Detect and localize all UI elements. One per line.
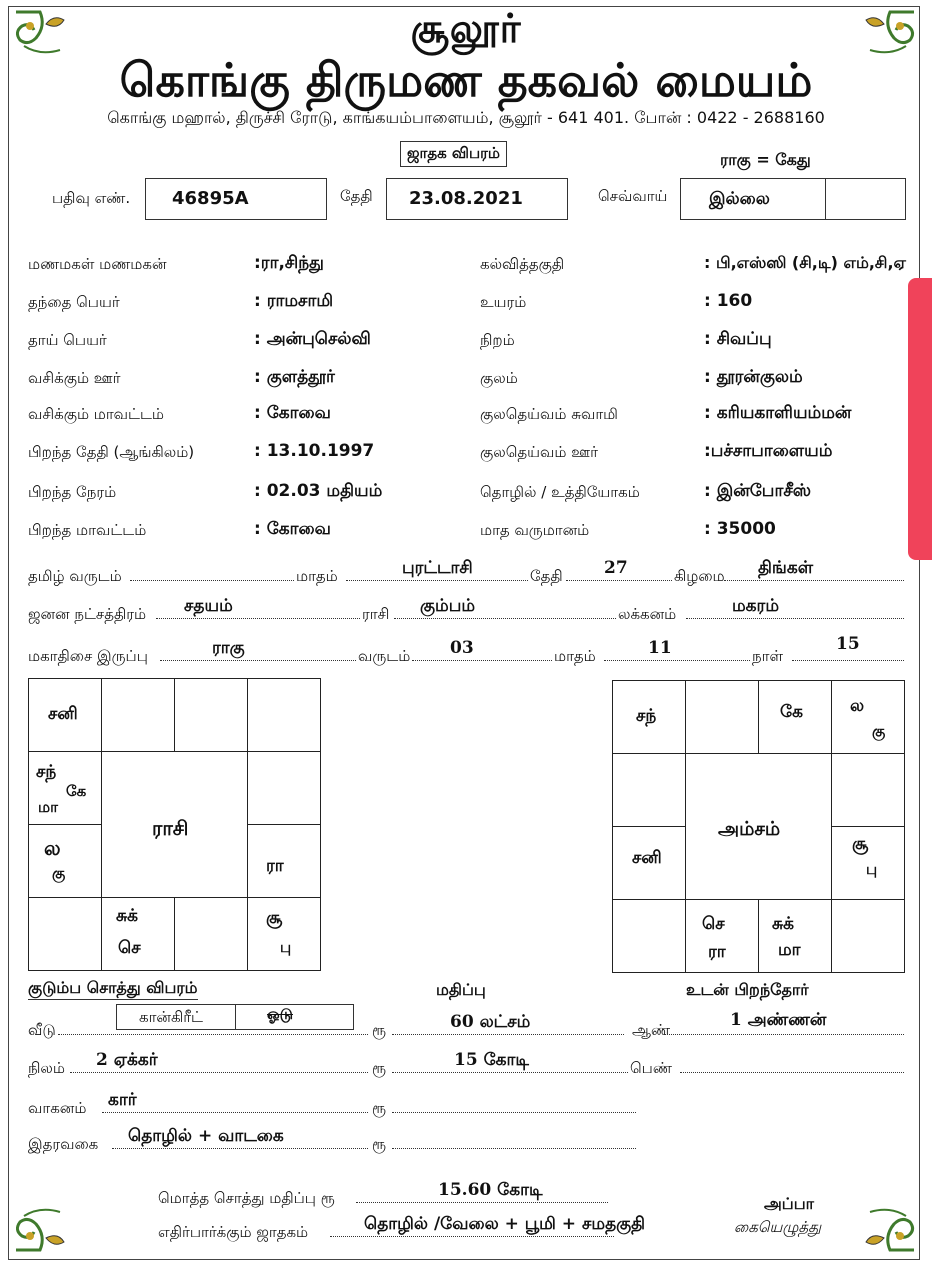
days-label: நாள் xyxy=(752,647,783,665)
house-type-value: ஓடு xyxy=(267,1005,293,1023)
detail-value: : 13.10.1997 xyxy=(254,441,375,461)
lagna-value: மகரம் xyxy=(732,596,780,616)
house-value: 60 லட்சம் xyxy=(450,1012,531,1032)
side-scroll-tab[interactable] xyxy=(908,278,932,560)
detail-value: : 35000 xyxy=(704,519,776,539)
detail-label: வசிக்கும் ஊர் xyxy=(28,369,121,387)
corner-ornament-icon xyxy=(10,1192,80,1256)
year-value: 03 xyxy=(450,638,474,658)
detail-label: குலதெய்வம் ஊர் xyxy=(480,443,598,461)
date-label: தேதி xyxy=(340,187,373,205)
rasi-cell: கு xyxy=(52,864,66,882)
header-address: கொங்கு மஹால், திருச்சி ரோடு, காங்கயம்பாளையம், சூலூர் - 641 401. போன் : 0422 - 2688160 xyxy=(107,108,825,127)
detail-label: கல்வித்தகுதி xyxy=(480,255,565,273)
amsam-cell: கு xyxy=(872,722,886,740)
date-value: 23.08.2021 xyxy=(409,188,523,209)
detail-label: நிறம் xyxy=(480,331,515,349)
rasi-cell: மா xyxy=(38,798,58,816)
vehicle-label: வாகனம் xyxy=(28,1099,87,1117)
amsam-cell: செ xyxy=(702,914,725,934)
amsam-cell: சந் xyxy=(636,706,657,726)
sevvai-box xyxy=(680,178,906,220)
detail-value: : தூரன்குலம் xyxy=(704,367,803,387)
house-label: வீடு xyxy=(28,1021,56,1039)
detail-value: : ராமசாமி xyxy=(254,291,334,311)
day-value: திங்கள் xyxy=(758,558,814,578)
star-label: ஜனன நட்சத்திரம் xyxy=(28,605,147,623)
detail-label: பிறந்த நேரம் xyxy=(28,483,117,501)
raghu-kethu-note: ராகு = கேது xyxy=(720,150,811,169)
amsam-cell: சுக் xyxy=(772,914,794,934)
rasi-cell: ரா xyxy=(266,856,284,876)
month-label: மாதம் xyxy=(296,567,338,585)
total-value: 15.60 கோடி xyxy=(438,1180,543,1200)
rasi-cell: சனி xyxy=(48,704,78,724)
detail-value: :பச்சாபாளையம் xyxy=(704,441,833,461)
header-town: சூலூர் xyxy=(410,6,522,52)
detail-value: : கோவை xyxy=(254,403,331,423)
header-title: கொங்கு திருமண தகவல் மையம் xyxy=(119,53,813,107)
signature-label: கையெழுத்து xyxy=(734,1218,822,1236)
other-label: இதரவகை xyxy=(28,1135,99,1153)
detail-value: : 160 xyxy=(704,291,753,311)
vehicle-value: கார் xyxy=(108,1090,137,1110)
month-value: புரட்டாசி xyxy=(402,558,473,578)
detail-value: : இன்போசீஸ் xyxy=(704,481,812,501)
rasi-cell: கே xyxy=(66,782,87,800)
tamil-year-label: தமிழ் வருடம் xyxy=(28,567,122,585)
rasi-cell: பு xyxy=(280,938,292,956)
rasi-cell: செ xyxy=(118,938,141,958)
day-label: கிழமை xyxy=(674,567,725,585)
year-label: வருடம் xyxy=(358,647,411,665)
rasi-cell: சூ xyxy=(266,908,283,928)
house-type-label: கான்கிரீட் xyxy=(139,1008,203,1026)
detail-value: :ரா,சிந்து xyxy=(254,253,324,273)
amsam-cell: சூ xyxy=(852,834,869,854)
detail-value: : பி,எஸ்ஸி (சி,டி) எம்,சி,ஏ xyxy=(704,253,906,272)
rasi-cell: சந் xyxy=(36,762,57,782)
detail-value: : கோவை xyxy=(254,519,331,539)
father-label: அப்பா xyxy=(764,1194,814,1213)
sevvai-label: செவ்வாய் xyxy=(598,187,668,205)
section-title: ஜாதக விபரம் xyxy=(400,141,507,167)
female-label: பெண் xyxy=(630,1059,672,1077)
detail-value: : அன்புசெல்வி xyxy=(254,329,371,349)
corner-ornament-icon xyxy=(850,1192,920,1256)
detail-label: தொழில் / உத்தியோகம் xyxy=(480,483,640,501)
amsam-center: அம்சம் xyxy=(718,818,781,840)
detail-label: குலம் xyxy=(480,369,518,387)
rs-label: ரூ xyxy=(372,1099,387,1117)
other-value: தொழில் + வாடகை xyxy=(128,1126,284,1146)
land-worth: 15 கோடி xyxy=(454,1050,529,1070)
land-value: 2 ஏக்கர் xyxy=(96,1050,158,1070)
dasa-value: ராகு xyxy=(212,638,245,658)
sevvai-value: இல்லை xyxy=(709,189,770,209)
siblings-title: உடன் பிறந்தோர் xyxy=(686,980,809,999)
value-title: மதிப்பு xyxy=(436,980,486,999)
detail-label: பிறந்த மாவட்டம் xyxy=(28,521,147,539)
reg-value: 46895A xyxy=(172,188,249,209)
amsam-cell: ரா xyxy=(708,942,726,962)
detail-value: : குளத்தூர் xyxy=(254,367,335,387)
detail-value: : சிவப்பு xyxy=(704,329,772,349)
detail-label: பிறந்த தேதி (ஆங்கிலம்) xyxy=(28,443,195,461)
land-label: நிலம் xyxy=(28,1059,65,1077)
amsam-cell: மா xyxy=(778,940,801,960)
m-value: 11 xyxy=(648,638,672,658)
male-label: ஆண் xyxy=(632,1021,671,1039)
amsam-cell: கே xyxy=(780,702,803,722)
rs-label: ரூ xyxy=(372,1135,387,1153)
amsam-cell: சனி xyxy=(632,848,662,868)
property-title: குடும்ப சொத்து விபரம் xyxy=(28,978,198,1000)
rasi-cell: சுக் xyxy=(116,906,138,926)
tamil-date-value: 27 xyxy=(604,558,628,578)
detail-label: மணமகள் மணமகன் xyxy=(28,255,167,273)
expect-value: தொழில் /வேலை + பூமி + சமதகுதி xyxy=(364,1214,646,1234)
dasa-label: மகாதிசை இருப்பு xyxy=(28,647,148,665)
reg-box xyxy=(145,178,327,220)
amsam-cell: பு xyxy=(866,860,878,878)
date-box xyxy=(386,178,568,220)
detail-label: தாய் பெயர் xyxy=(28,331,107,349)
detail-label: மாத வருமானம் xyxy=(480,521,590,539)
rasi-center: ராசி xyxy=(152,816,189,840)
rasi-value: கும்பம் xyxy=(420,596,476,616)
days-value: 15 xyxy=(836,634,860,654)
house-type-box xyxy=(116,1004,354,1030)
rasi-cell: ல xyxy=(44,836,61,860)
detail-label: தந்தை பெயர் xyxy=(28,293,120,311)
total-label: மொத்த சொத்து மதிப்பு ரூ xyxy=(158,1189,335,1207)
detail-value: : 02.03 மதியம் xyxy=(254,481,383,501)
rs-label: ரூ xyxy=(372,1021,387,1039)
detail-value: : கரியகாளியம்மன் xyxy=(704,403,852,423)
expect-label: எதிர்பார்க்கும் ஜாதகம் xyxy=(158,1223,309,1241)
lagna-label: லக்கனம் xyxy=(618,605,677,623)
detail-label: உயரம் xyxy=(480,293,527,311)
tamil-date-label: தேதி xyxy=(530,567,563,585)
star-value: சதயம் xyxy=(184,596,233,616)
amsam-cell: ல xyxy=(850,696,865,716)
detail-label: குலதெய்வம் சுவாமி xyxy=(480,405,618,423)
male-value: 1 அண்ணன் xyxy=(730,1010,827,1030)
m-label: மாதம் xyxy=(554,647,596,665)
rasi-label: ராசி xyxy=(362,605,390,623)
rs-label: ரூ xyxy=(372,1059,387,1077)
reg-label: பதிவு எண். xyxy=(52,189,131,207)
detail-label: வசிக்கும் மாவட்டம் xyxy=(28,405,164,423)
